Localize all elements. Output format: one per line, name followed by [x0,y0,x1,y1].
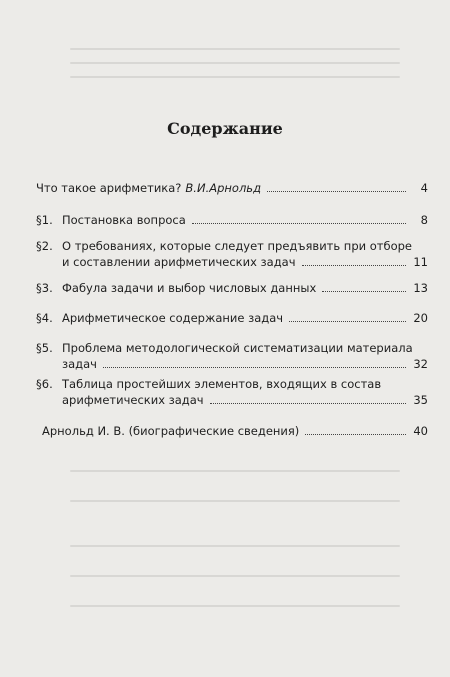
toc-page-number: 13 [413,281,428,295]
section-number: §4. [36,311,53,325]
dot-leader [103,367,406,368]
toc-entry-title: Постановка вопроса [62,213,186,227]
toc-entry-title-line: О требованиях, которые следует предъявить при отборе [62,239,412,253]
toc-entry-line [62,280,428,296]
toc-entry-title: и составлении арифметических задач [62,255,296,269]
toc-entry-title: арифметических задач [62,393,204,407]
bleed-through-line [70,500,400,502]
toc-page-number: 32 [413,357,428,371]
toc-entry-title: задач [62,357,97,371]
page-title: Содержание [167,119,283,138]
toc-entry-biography[interactable] [36,423,428,439]
toc-entry-intro[interactable] [36,180,428,196]
toc-entry-author: В.И.Арнольд [185,181,262,195]
toc-entry-line [36,423,428,439]
bleed-through-line [70,76,400,78]
toc-entry-title: Арифметическое содержание задач [62,311,284,325]
section-number: §1. [36,213,53,227]
toc-page-number: 40 [413,424,428,438]
dot-leader [302,265,407,266]
toc-entry-section-5[interactable] [36,340,428,372]
toc-page-number: 8 [420,213,428,227]
bleed-through-line [70,545,400,547]
toc-entry-title: Арнольд И. В. (биографические сведения) [42,424,300,438]
toc-entry-section-6[interactable] [36,376,428,408]
dot-leader [267,191,406,192]
bleed-through-line [70,575,400,577]
bleed-through-line [70,605,400,607]
dot-leader [305,434,406,435]
section-number: §5. [36,341,53,355]
toc-entry-line [62,356,428,372]
toc-entry-title: Фабула задачи и выбор числовых данных [62,281,317,295]
toc-entry-line [62,254,428,270]
bleed-through-line [70,62,400,64]
toc-entry-title: Что такое арифметика? [36,181,182,195]
dot-leader [289,321,406,322]
bleed-through-line [70,48,400,50]
toc-entry-title-line: Таблица простейших элементов, входящих в состав [62,377,382,391]
toc-entry-section-4[interactable] [36,310,428,326]
dot-leader [192,223,406,224]
toc-entry-line [62,392,428,408]
bleed-through-line [70,470,400,472]
dot-leader [210,403,406,404]
toc-entry-line [62,310,428,326]
dot-leader [322,291,406,292]
toc-page-number: 11 [413,255,428,269]
toc-page-number: 20 [413,311,428,325]
toc-entry-title-line: Проблема методологической систематизации материала [62,341,413,355]
toc-page-number: 35 [413,393,428,407]
section-number: §2. [36,239,53,253]
toc-entry-line [62,212,428,228]
toc-page-number: 4 [420,181,428,195]
toc-entry-section-3[interactable] [36,280,428,296]
section-number: §6. [36,377,53,391]
toc-entry-section-2[interactable] [36,238,428,270]
toc-entry-line [36,180,428,196]
toc-entry-section-1[interactable] [36,212,428,228]
section-number: §3. [36,281,53,295]
